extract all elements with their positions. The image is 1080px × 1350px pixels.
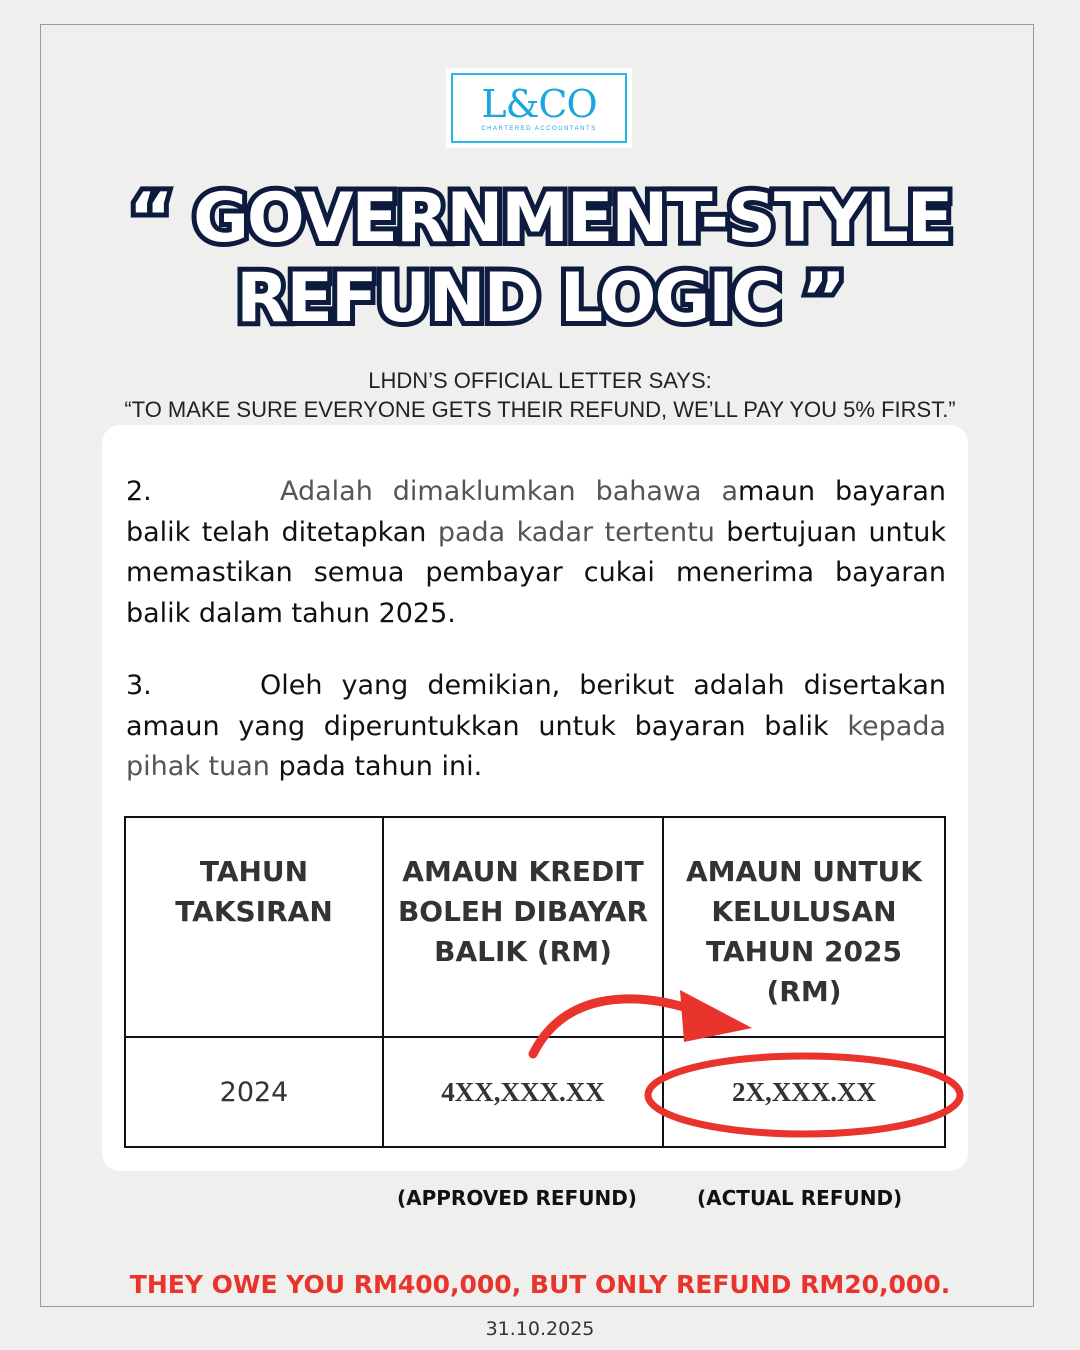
header-tahun-taksiran: TAHUN TAKSIRAN [125, 817, 383, 1037]
letter-paragraph-2 [126, 472, 946, 634]
letter-text-grey: kepada pihak tuan [126, 710, 946, 782]
headline-line-1: “ GOVERNMENT-STYLE [128, 179, 952, 258]
post-date: 31.10.2025 [485, 1318, 595, 1340]
company-logo [446, 68, 632, 148]
header-amaun-kredit: AMAUN KREDIT BOLEH DIBAYAR BALIK (RM) [383, 817, 663, 1037]
letter-text: pada tahun ini. [269, 751, 483, 782]
caption-actual-refund: (ACTUAL REFUND) [697, 1186, 903, 1210]
refund-table [124, 816, 946, 1148]
letter-text: Oleh yang demikian, berikut adalah disertakan amaun yang diperuntukkan untuk bayaran balik [126, 670, 946, 742]
letter-text: maun bayaran balik telah ditetapkan [126, 476, 946, 548]
letter-text: bertujuan untuk memastikan semua pembayar cukai menerima bayaran balik dalam tahun 2025. [126, 516, 947, 629]
header-amaun-kelulusan: AMAUN UNTUK KELULUSAN TAHUN 2025 (RM) [663, 817, 945, 1037]
table-header-row [125, 817, 945, 1037]
letter-paragraph-3 [126, 666, 946, 788]
bottom-line-statement: THEY OWE YOU RM400,000, BUT ONLY REFUND RM20,000. [129, 1270, 951, 1299]
subheadline-line-1: LHDN’S OFFICIAL LETTER SAYS: [368, 368, 712, 393]
cell-approved-amount: 4XX,XXX.XX [383, 1037, 663, 1147]
cell-year: 2024 [125, 1037, 383, 1147]
paragraph-number: 2. [126, 476, 152, 507]
letter-excerpt-card [102, 425, 968, 1171]
logo-subtext: CHARTERED ACCOUNTANTS [481, 126, 597, 132]
letter-text-grey: Adalah dimaklumkan bahawa a [280, 476, 739, 507]
paragraph-number: 3. [126, 670, 152, 701]
headline-line-2: REFUND LOGIC ” [236, 259, 844, 338]
table-row [125, 1037, 945, 1147]
caption-approved-refund: (APPROVED REFUND) [397, 1186, 637, 1210]
subheadline-line-2: “TO MAKE SURE EVERYONE GETS THEIR REFUND, WE’LL PAY YOU 5% FIRST.” [124, 397, 956, 422]
logo-text: L&CO [481, 82, 597, 126]
cell-actual-amount: 2X,XXX.XX [663, 1037, 945, 1147]
letter-text-grey: pada kadar tertentu [437, 516, 715, 548]
